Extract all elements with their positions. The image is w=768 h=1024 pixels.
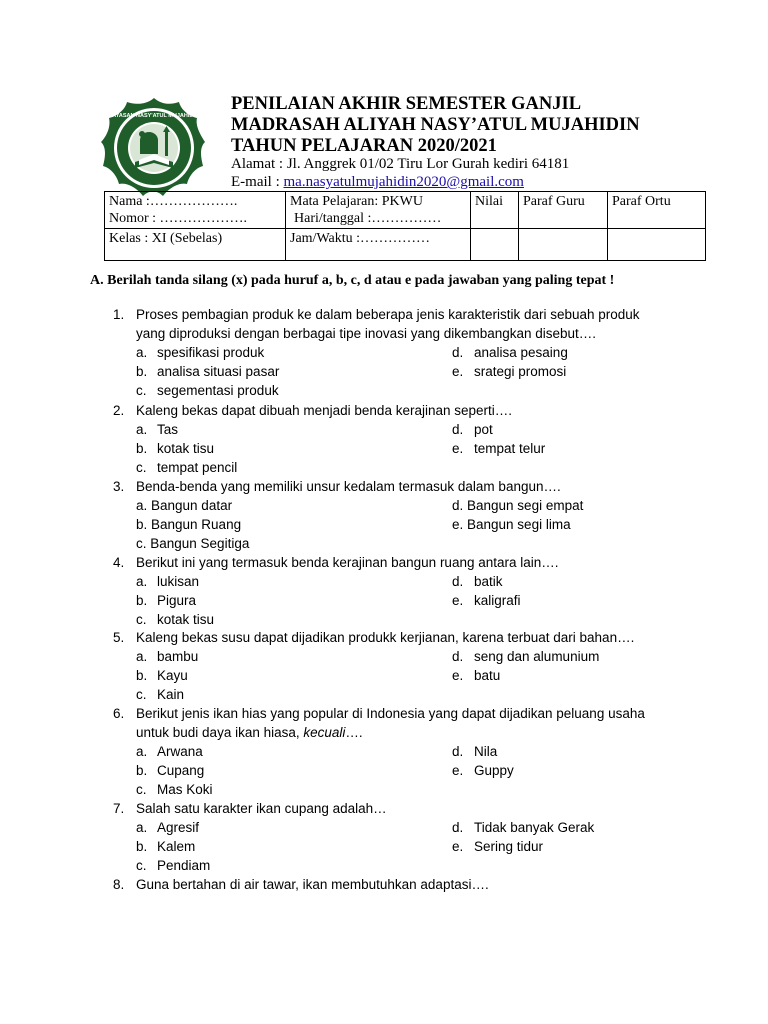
score-header: Nilai: [471, 192, 519, 229]
question-text-cont: yang diproduksi dengan berbagai tipe inovasi yang dikembangkan disebut….: [136, 326, 597, 341]
subject-and-date-cell: [286, 192, 471, 229]
option-e-letter: e.: [452, 364, 464, 379]
option-a-letter: a.: [136, 744, 148, 759]
question-text: Salah satu karakter ikan cupang adalah…: [136, 801, 387, 816]
subject-label: Mata Pelajaran: PKWU: [290, 194, 423, 209]
option-b[interactable]: analisa situasi pasar: [157, 364, 280, 379]
option-d[interactable]: batik: [474, 574, 503, 589]
question-number: 3.: [113, 479, 125, 494]
option-e-letter: e.: [452, 668, 464, 683]
option-a[interactable]: Agresif: [157, 820, 200, 835]
option-a-letter: a.: [136, 820, 148, 835]
option-c[interactable]: tempat pencil: [157, 460, 238, 475]
question-number: 2.: [113, 403, 125, 418]
option-e[interactable]: tempat telur: [474, 441, 546, 456]
option-a[interactable]: lukisan: [157, 574, 200, 589]
option-e-letter: e.: [452, 839, 464, 854]
question-text: Berikut jenis ikan hias yang popular di Indonesia yang dapat dijadikan peluang usaha: [136, 706, 645, 721]
section-a-instruction: A. Berilah tanda silang (x) pada huruf a, b, c, d atau e pada jawaban yang paling tepat !: [90, 273, 615, 288]
question-text: Kaleng bekas susu dapat dijadikan produkk kerjianan, karena terbuat dari bahan….: [136, 630, 635, 645]
option-d-letter: d.: [452, 744, 464, 759]
option-b[interactable]: b. Bangun Ruang: [136, 517, 242, 532]
option-d[interactable]: seng dan alumunium: [474, 649, 600, 664]
question-text: Kaleng bekas dapat dibuah menjadi benda kerajinan seperti….: [136, 403, 513, 418]
option-c-letter: c.: [136, 782, 147, 797]
option-b[interactable]: Kayu: [157, 668, 188, 683]
option-c-letter: c.: [136, 383, 147, 398]
option-b[interactable]: Cupang: [157, 763, 205, 778]
option-c-letter: c.: [136, 687, 147, 702]
question-text-part: untuk budi daya ikan hiasa,: [136, 725, 304, 740]
question-number: 1.: [113, 307, 125, 322]
option-a[interactable]: spesifikasi produk: [157, 345, 265, 360]
question-number: 8.: [113, 877, 125, 892]
parent-sign-header: Paraf Ortu: [608, 192, 706, 229]
question-text: Proses pembagian produk ke dalam beberapa jenis karakteristik dari sebuah produk: [136, 307, 640, 322]
school-address: Alamat : Jl. Anggrek 01/02 Tiru Lor Gurah kediri 64181: [231, 156, 570, 172]
option-c[interactable]: Kain: [157, 687, 185, 702]
option-b[interactable]: kotak tisu: [157, 441, 215, 456]
option-a[interactable]: bambu: [157, 649, 199, 664]
option-a-letter: a.: [136, 345, 148, 360]
option-d[interactable]: analisa pesaing: [474, 345, 568, 360]
option-b-letter: b.: [136, 364, 148, 379]
email-label: E-mail :: [231, 174, 284, 190]
option-e[interactable]: e. Bangun segi lima: [452, 517, 571, 532]
question-text: Guna bertahan di air tawar, ikan membutuhkan adaptasi….: [136, 877, 489, 892]
option-b-letter: b.: [136, 763, 148, 778]
option-a[interactable]: Arwana: [157, 744, 203, 759]
option-e-letter: e.: [452, 593, 464, 608]
number-field[interactable]: Nomor : ……………….: [109, 211, 248, 226]
option-b-letter: b.: [136, 593, 148, 608]
option-c[interactable]: c. Bangun Segitiga: [136, 536, 250, 551]
option-c[interactable]: segementasi produk: [157, 383, 279, 398]
question-number: 6.: [113, 706, 125, 721]
option-d-letter: d.: [452, 422, 464, 437]
question-number: 7.: [113, 801, 125, 816]
option-a[interactable]: Tas: [157, 422, 179, 437]
class-cell: Kelas : XI (Sebelas): [105, 229, 286, 261]
option-e[interactable]: Guppy: [474, 763, 514, 778]
option-e-letter: e.: [452, 441, 464, 456]
question-text: Benda-benda yang memiliki unsur kedalam termasuk dalam bangun….: [136, 479, 561, 494]
option-d[interactable]: Nila: [474, 744, 498, 759]
option-a[interactable]: a. Bangun datar: [136, 498, 233, 513]
date-field[interactable]: Hari/tanggal :……………: [294, 211, 442, 226]
option-e[interactable]: srategi promosi: [474, 364, 567, 379]
option-b-letter: b.: [136, 839, 148, 854]
option-a-letter: a.: [136, 422, 148, 437]
option-b[interactable]: Kalem: [157, 839, 196, 854]
teacher-sign-header: Paraf Guru: [519, 192, 608, 229]
option-e[interactable]: batu: [474, 668, 501, 683]
option-c-letter: c.: [136, 612, 147, 627]
option-c-letter: c.: [136, 858, 147, 873]
option-b[interactable]: Pigura: [157, 593, 197, 608]
option-c-letter: c.: [136, 460, 147, 475]
option-a-letter: a.: [136, 574, 148, 589]
option-e-letter: e.: [452, 763, 464, 778]
option-b-letter: b.: [136, 668, 148, 683]
question-number: 4.: [113, 555, 125, 570]
score-cell[interactable]: [471, 229, 519, 261]
name-and-number-cell: [105, 192, 286, 229]
name-field[interactable]: Nama :……………….: [109, 194, 238, 209]
option-c[interactable]: kotak tisu: [157, 612, 215, 627]
logo-ring-text: YAYASAN NASY'ATUL MUJAHIDIN: [109, 113, 199, 119]
academic-year: TAHUN PELAJARAN 2020/2021: [231, 136, 497, 156]
option-a-letter: a.: [136, 649, 148, 664]
option-e[interactable]: kaligrafi: [474, 593, 521, 608]
option-e[interactable]: Sering tidur: [474, 839, 544, 854]
question-ellipsis: ….: [345, 725, 363, 740]
parent-sign-cell[interactable]: [608, 229, 706, 261]
option-d[interactable]: pot: [474, 422, 493, 437]
school-name: MADRASAH ALIYAH NASY’ATUL MUJAHIDIN: [231, 115, 640, 135]
student-info-table: [104, 191, 706, 261]
exam-title: PENILAIAN AKHIR SEMESTER GANJIL: [231, 94, 582, 114]
option-d-letter: d.: [452, 649, 464, 664]
email-link[interactable]: ma.nasyatulmujahidin2020@gmail.com: [283, 174, 524, 190]
option-d[interactable]: d. Bangun segi empat: [452, 498, 584, 513]
option-d[interactable]: Tidak banyak Gerak: [474, 820, 595, 835]
option-d-letter: d.: [452, 345, 464, 360]
option-c[interactable]: Mas Koki: [157, 782, 213, 797]
time-cell[interactable]: Jam/Waktu :……………: [286, 229, 471, 261]
question-text: Berikut ini yang termasuk benda kerajinan bangun ruang antara lain….: [136, 555, 559, 570]
question-number: 5.: [113, 630, 125, 645]
option-d-letter: d.: [452, 574, 464, 589]
email-line: [231, 174, 524, 191]
option-d-letter: d.: [452, 820, 464, 835]
school-logo-icon: [101, 96, 207, 200]
question-emphasis: kecuali: [303, 725, 346, 740]
option-c[interactable]: Pendiam: [157, 858, 211, 873]
option-b-letter: b.: [136, 441, 148, 456]
question-text-cont: [136, 723, 363, 742]
teacher-sign-cell[interactable]: [519, 229, 608, 261]
